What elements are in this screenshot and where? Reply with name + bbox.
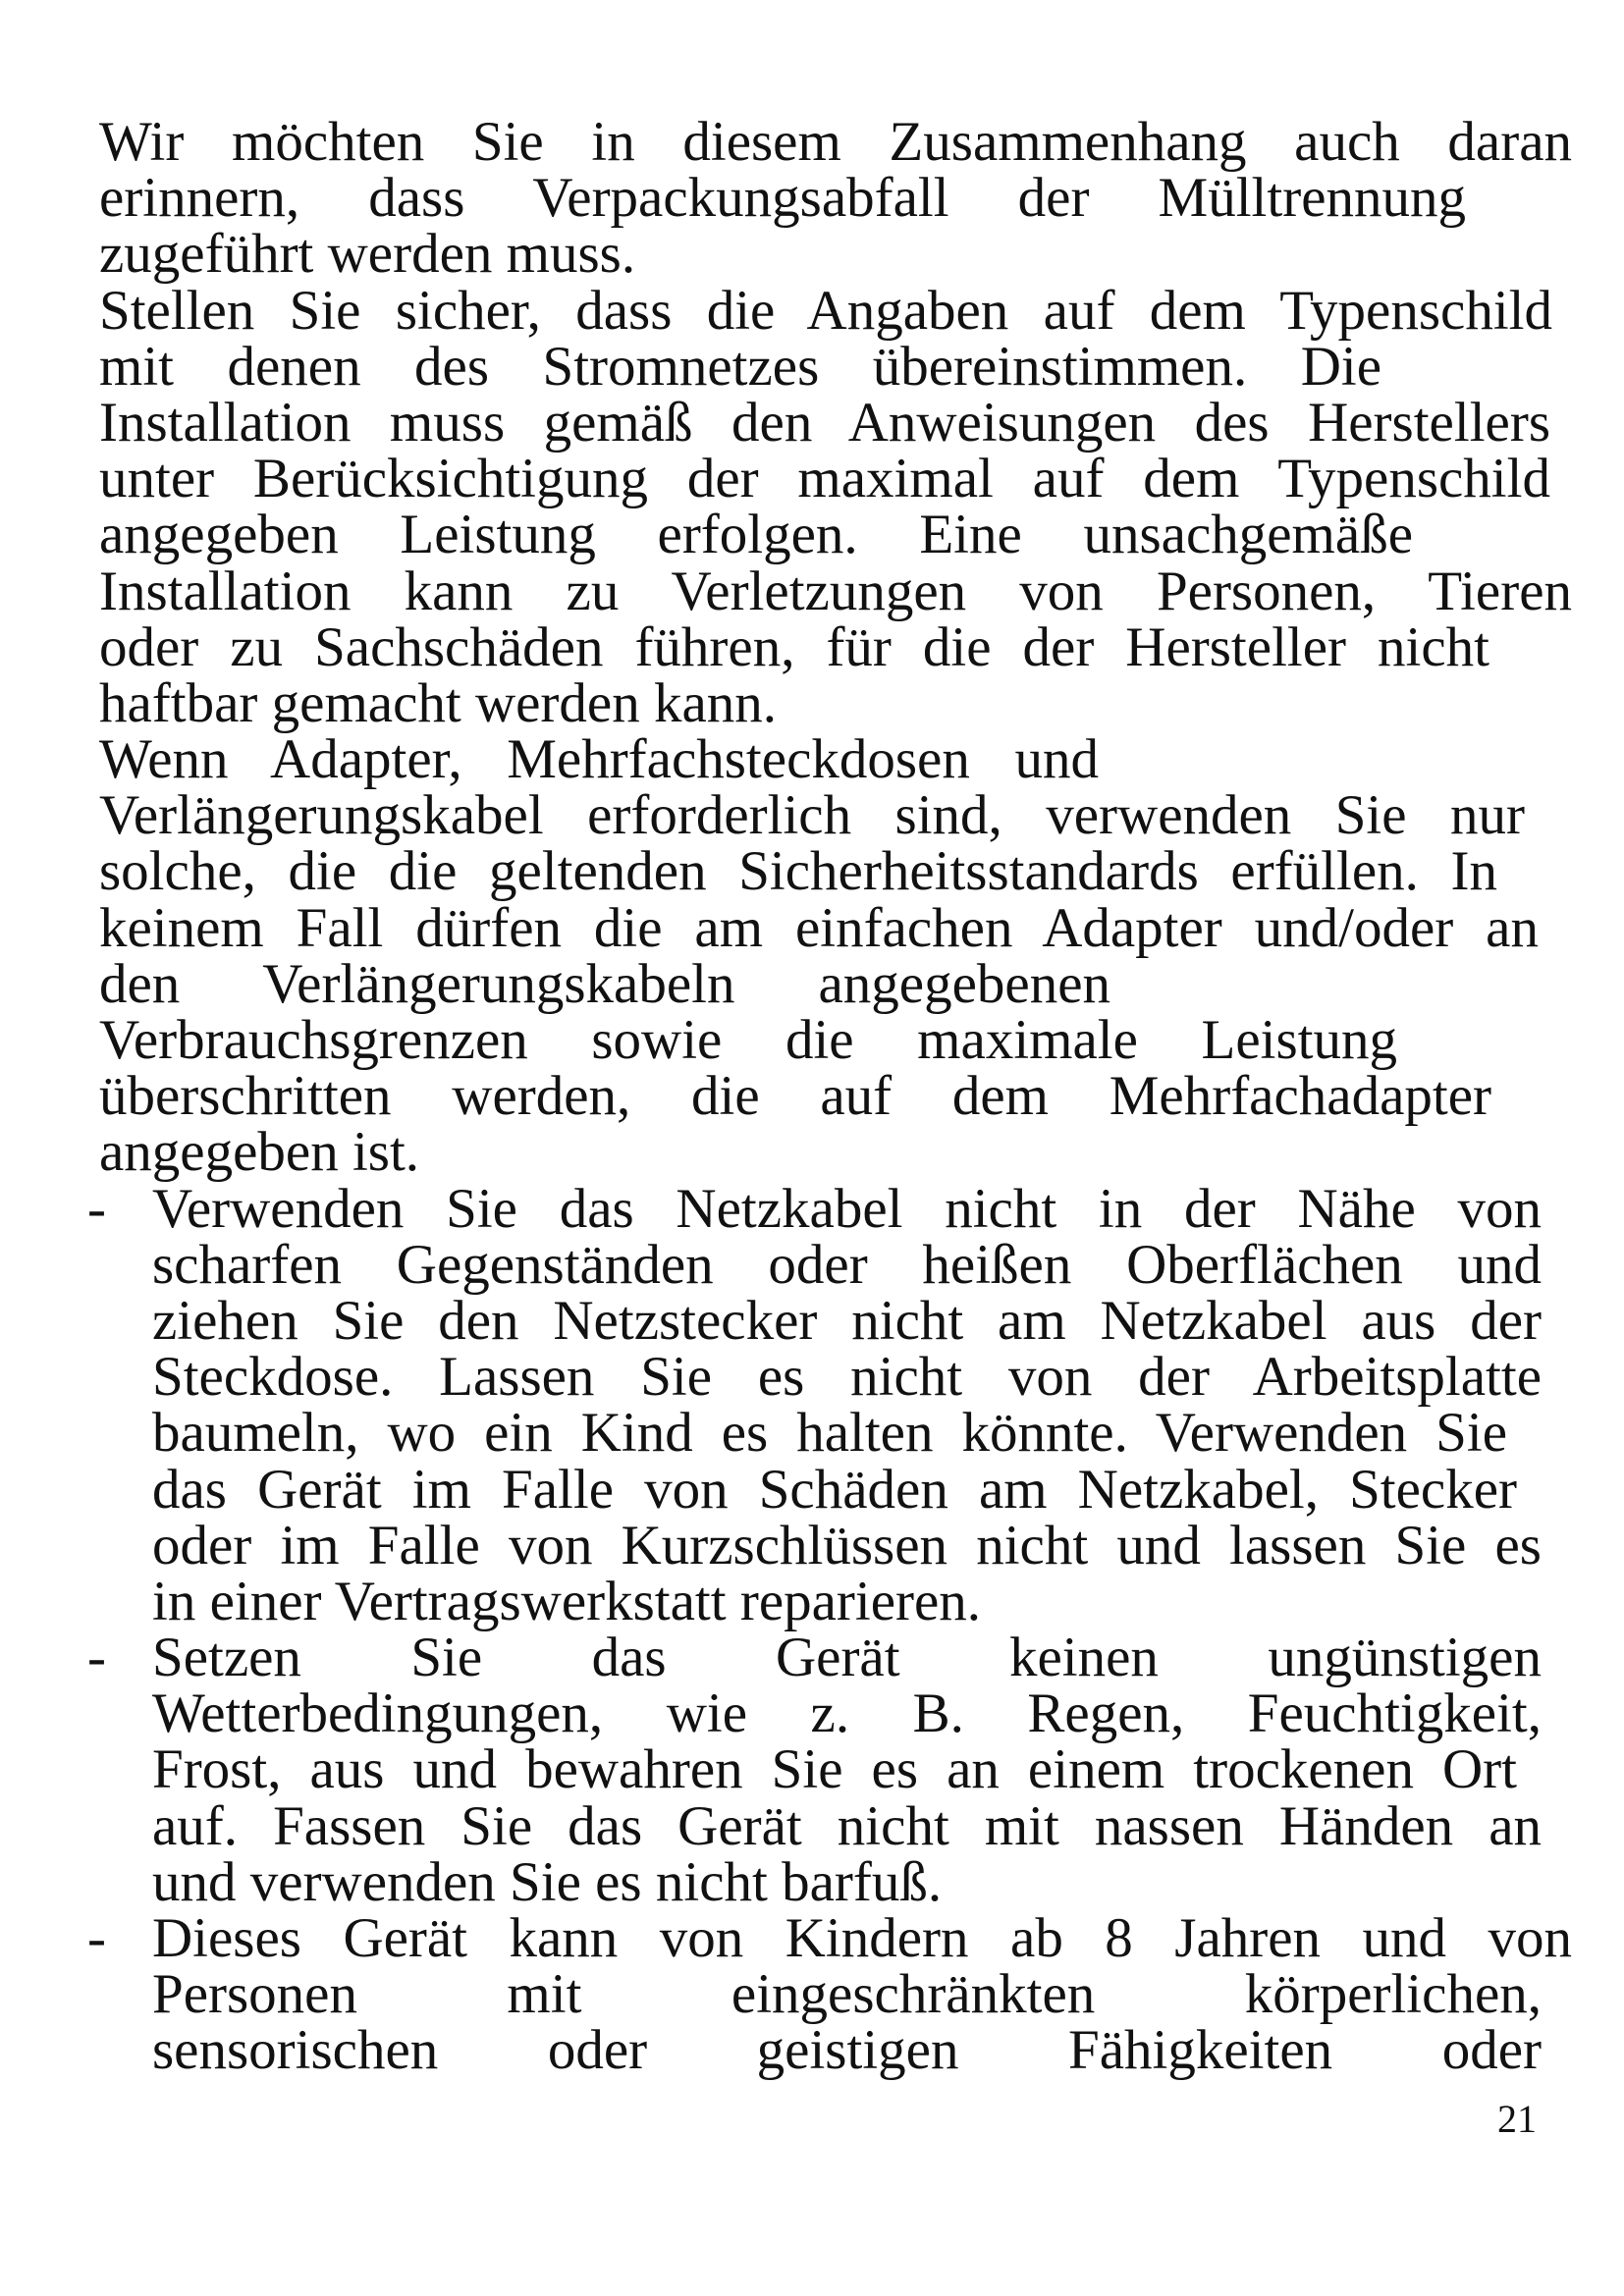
text-line: unter Berücksichtigung der maximal auf dem Typenschild xyxy=(99,448,1550,510)
text-line: Verlängerungskabel erforderlich sind, verwenden Sie nur xyxy=(99,784,1525,847)
paragraph-packaging-waste xyxy=(99,111,1572,286)
text-line: Steckdose. Lassen Sie es nicht von der Arbeitsplatte xyxy=(152,1346,1542,1409)
text-line: Wenn Adapter, Mehrfachsteckdosen und xyxy=(99,728,1099,791)
bullet-weather xyxy=(87,1627,1572,1913)
text-line: Setzen Sie das Gerät keinen ungünstigen xyxy=(152,1627,1542,1689)
text-line: auf. Fassen Sie das Gerät nicht mit nassen Händen an xyxy=(152,1794,1542,1857)
text-line: Wir möchten Sie in diesem Zusammenhang auch daran xyxy=(99,111,1572,173)
text-line: überschritten werden, die auf dem Mehrfachadapter xyxy=(99,1065,1491,1128)
text-line: Verwenden Sie das Netzkabel nicht in der Nähe von xyxy=(152,1177,1542,1240)
text-line: Personen mit eingeschränkten körperlichen, xyxy=(152,1963,1542,2026)
text-line: zugeführt werden muss. xyxy=(99,223,636,286)
text-line: erinnern, dass Verpackungsabfall der Mülltrennung xyxy=(99,167,1466,230)
text-line: Verbrauchsgrenzen sowie die maximale Leistung xyxy=(99,1009,1397,1071)
text-line: keinem Fall dürfen die am einfachen Adapter und/oder an xyxy=(99,896,1539,959)
text-line: solche, die die geltenden Sicherheitsstandards erfüllen. In xyxy=(99,840,1497,903)
text-line: haftbar gemacht werden kann. xyxy=(99,671,778,734)
text-line: das Gerät im Falle von Schäden am Netzkabel, Stecker xyxy=(152,1458,1517,1521)
bullet-dash: - xyxy=(87,1177,106,1240)
bullet-dash: - xyxy=(87,1907,106,1969)
body-text xyxy=(87,111,1572,2082)
text-line: baumeln, wo ein Kind es halten könnte. Verwenden Sie xyxy=(152,1402,1507,1465)
page-number: 21 xyxy=(1497,2097,1537,2141)
text-line: sensorischen oder geistigen Fähigkeiten oder xyxy=(152,2019,1542,2082)
bullet-dash: - xyxy=(87,1627,106,1689)
text-line: Installation kann zu Verletzungen von Personen, Tieren xyxy=(99,560,1572,622)
bullet-children xyxy=(87,1907,1572,2082)
paragraph-adapters xyxy=(99,728,1572,1184)
text-line: scharfen Gegenständen oder heißen Oberflächen und xyxy=(152,1233,1542,1296)
text-line: angegeben Leistung erfolgen. Eine unsachgemäße xyxy=(99,504,1413,566)
text-line: Dieses Gerät kann von Kindern ab 8 Jahren und von xyxy=(152,1907,1572,1969)
text-line: den Verlängerungskabeln angegebenen xyxy=(99,952,1110,1015)
text-line: ziehen Sie den Netzstecker nicht am Netzkabel aus der xyxy=(152,1289,1542,1352)
text-line: oder im Falle von Kurzschlüssen nicht und lassen Sie es xyxy=(152,1514,1542,1576)
text-line: Frost, aus und bewahren Sie es an einem trockenen Ort xyxy=(152,1738,1517,1801)
text-line: mit denen des Stromnetzes übereinstimmen. Die xyxy=(99,335,1381,398)
text-line: Stellen Sie sicher, dass die Angaben auf dem Typenschild xyxy=(99,279,1552,342)
paragraph-installation xyxy=(99,279,1572,734)
text-line: Installation muss gemäß den Anweisungen des Herstellers xyxy=(99,391,1550,454)
text-line: Wetterbedingungen, wie z. B. Regen, Feuchtigkeit, xyxy=(152,1682,1542,1745)
bullet-power-cord xyxy=(87,1177,1572,1632)
text-line: in einer Vertragswerkstatt reparieren. xyxy=(152,1570,982,1632)
text-line: und verwenden Sie es nicht barfuß. xyxy=(152,1850,943,1913)
text-line: angegeben ist. xyxy=(99,1121,420,1184)
text-line: oder zu Sachschäden führen, für die der Hersteller nicht xyxy=(99,615,1489,678)
